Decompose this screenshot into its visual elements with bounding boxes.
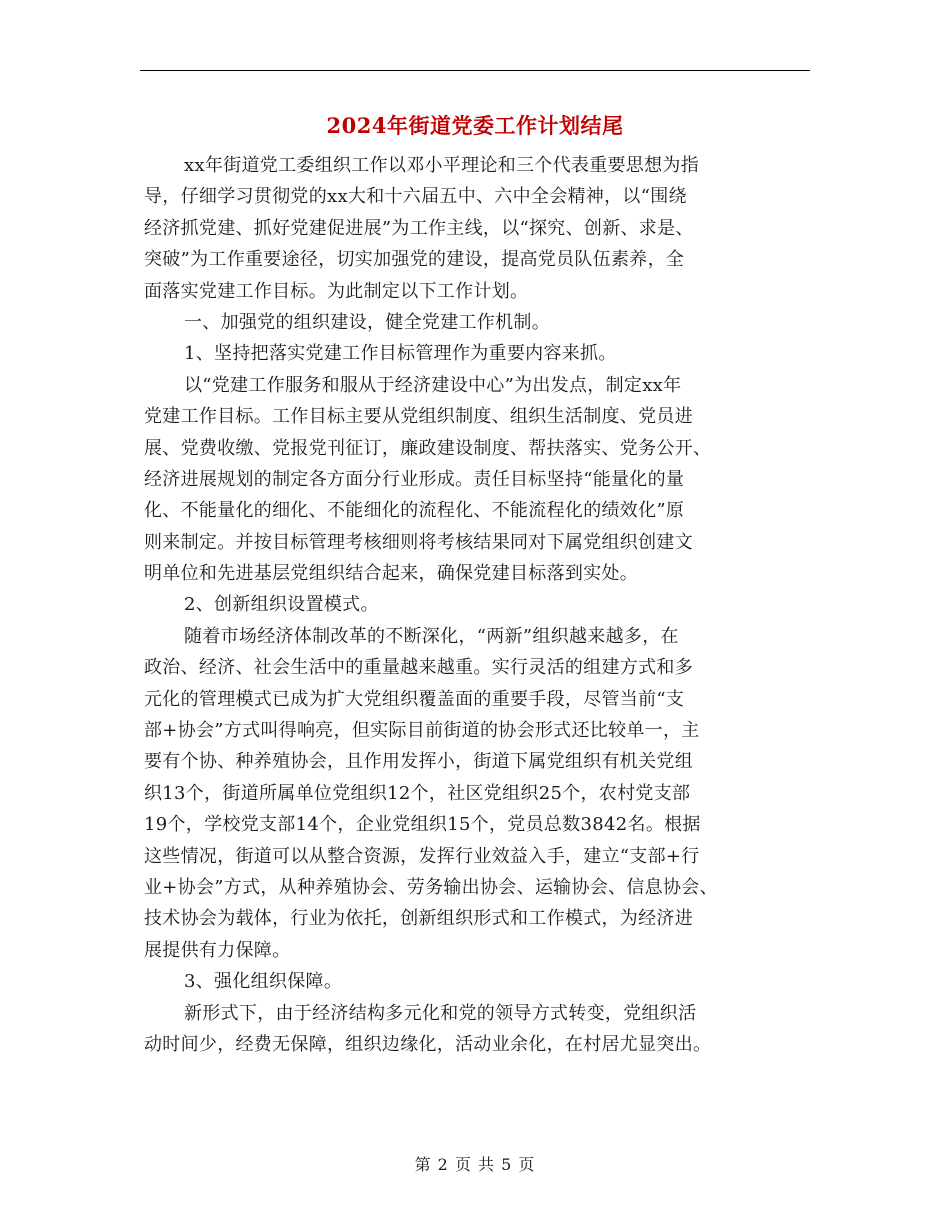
subheading-1: [144, 338, 810, 369]
text-line: 部+协会”方式叫得响亮，但实际目前街道的协会形式还比较单一，主: [144, 720, 700, 742]
text-line: 这些情况，街道可以从整合资源，发挥行业效益入手，建立“支部+行: [144, 845, 700, 867]
text-line: 突破”为工作重要途径，切实加强党的建设，提高党员队伍素养，全: [144, 249, 685, 271]
text-line: 经济进展规划的制定各方面分行业形成。责任目标坚持“能量化的量: [144, 468, 685, 490]
subheading-3: [144, 966, 810, 997]
text-line: 1、坚持把落实党建工作目标管理作为重要内容来抓。: [184, 343, 617, 365]
text-line: 党建工作目标。工作目标主要从党组织制度、组织生活制度、党员进: [144, 406, 693, 428]
paragraph-intro: [144, 150, 810, 307]
text-line: 展、党费收缴、党报党刊征订，廉政建设制度、帮扶落实、党务公开、: [144, 437, 712, 459]
text-line: 元化的管理模式已成为扩大党组织覆盖面的重要手段，尽管当前“支: [144, 688, 685, 710]
text-line: 政治、经济、社会生活中的重量越来越重。实行灵活的组建方式和多: [144, 657, 693, 679]
document-title: 2024年街道党委工作计划结尾: [326, 113, 624, 138]
text-line: 则来制定。并按目标管理考核细则将考核结果同对下属党组织创建文: [144, 531, 693, 553]
document-body: [144, 150, 810, 1060]
text-line: 展提供有力保障。: [144, 939, 291, 961]
text-line: 织13个，街道所属单位党组织12个，社区党组织25个，农村党支部: [144, 782, 691, 804]
text-line: 新形式下，由于经济结构多元化和党的领导方式转变，党组织活: [184, 1002, 697, 1024]
text-line: 随着市场经济体制改革的不断深化，“两新”组织越来越多，在: [184, 625, 679, 647]
text-line: 3、强化组织保障。: [184, 971, 343, 993]
text-line: 技术协会为载体，行业为依托，创新组织形式和工作模式，为经济进: [144, 908, 693, 930]
text-line: 业+协会”方式，从种养殖协会、劳务输出协会、运输协会、信息协会、: [144, 876, 718, 898]
subheading-2: [144, 589, 810, 620]
text-line: 以“党建工作服务和服从于经济建设中心”为出发点，制定xx年: [184, 374, 682, 396]
text-line: 2、创新组织设置模式。: [184, 594, 379, 616]
text-line: 动时间少，经费无保障，组织边缘化，活动业余化，在村居尤显突出。: [144, 1033, 712, 1055]
paragraph-goals: [144, 370, 810, 590]
text-line: 化、不能量化的细化、不能细化的流程化、不能流程化的绩效化”原: [144, 500, 685, 522]
text-line: 经济抓党建、抓好党建促进展”为工作主线，以“探究、创新、求是、: [144, 217, 694, 239]
section-heading-1: [144, 307, 810, 338]
header-rule: [140, 70, 810, 71]
paragraph-safeguard: [144, 998, 810, 1061]
text-line: 要有个协、种养殖协会，且作用发挥小，街道下属党组织有机关党组: [144, 751, 693, 773]
paragraph-organization: [144, 621, 810, 966]
text-line: 明单位和先进基层党组织结合起来，确保党建目标落到实处。: [144, 563, 639, 585]
text-line: 一、加强党的组织建设，健全党建工作机制。: [184, 311, 550, 333]
text-line: 面落实党建工作目标。为此制定以下工作计划。: [144, 280, 529, 302]
page-number: 第 2 页 共 5 页: [414, 1155, 536, 1174]
text-line: xx年街道党工委组织工作以邓小平理论和三个代表重要思想为指: [184, 155, 699, 176]
text-line: 导，仔细学习贯彻党的xx大和十六届五中、六中全会精神，以“围绕: [144, 186, 687, 208]
text-line: 19个，学校党支部14个，企业党组织15个，党员总数3842名。根据: [144, 814, 701, 836]
